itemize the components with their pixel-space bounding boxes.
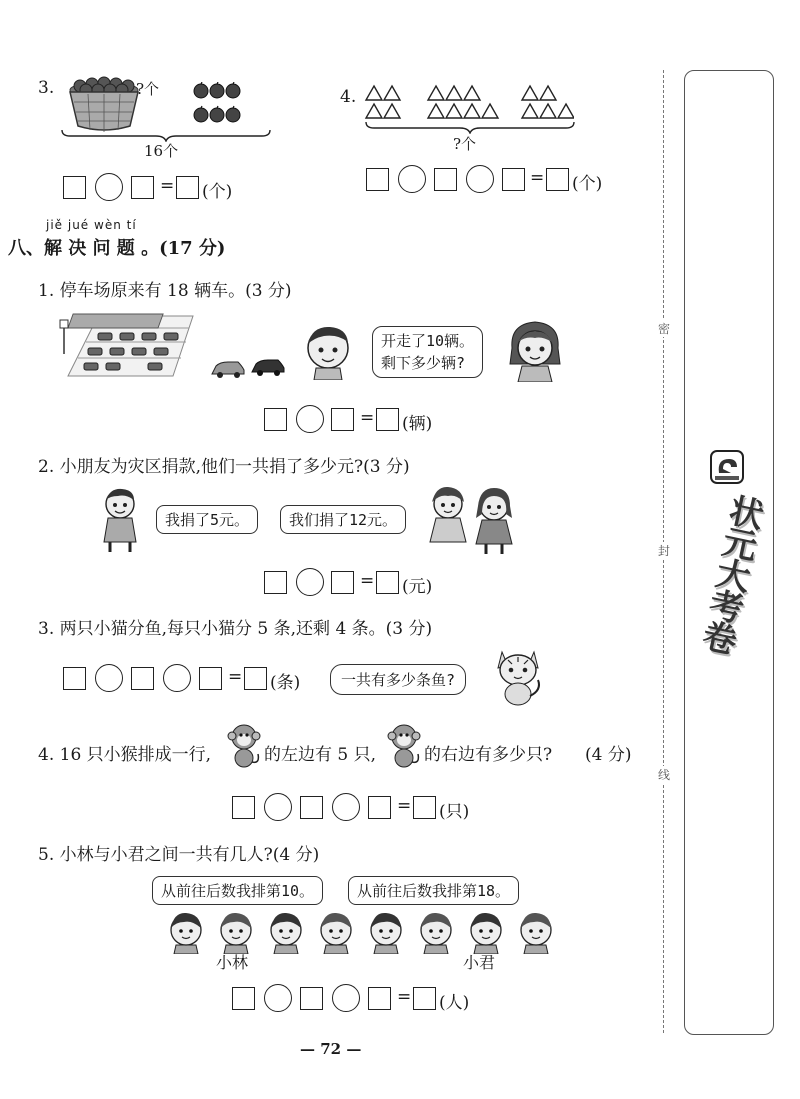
answer-box[interactable]	[331, 408, 354, 431]
brand-title: 状元大考卷	[693, 490, 767, 656]
answer-box[interactable]	[232, 796, 255, 819]
answer-box[interactable]	[331, 571, 354, 594]
margin-label-top: 密	[658, 322, 671, 336]
children-heads-svg	[164, 910, 554, 954]
child-head-icon	[521, 913, 551, 954]
child-head-icon	[471, 913, 501, 954]
q3-number: 3.	[38, 78, 55, 98]
child-head-icon	[321, 913, 351, 954]
equals-sign: =	[360, 571, 375, 591]
answer-box[interactable]	[368, 987, 391, 1010]
operator-circle[interactable]	[332, 793, 360, 821]
equals-sign: =	[160, 176, 175, 196]
child-head-icon	[171, 913, 201, 954]
answer-box[interactable]	[63, 176, 86, 199]
answer-box[interactable]	[300, 987, 323, 1010]
page-number: — 72 —	[300, 1040, 362, 1058]
answer-box[interactable]	[376, 408, 399, 431]
operator-circle[interactable]	[398, 165, 426, 193]
child-head-icon	[371, 913, 401, 954]
child-head-icon	[221, 913, 251, 954]
answer-box[interactable]	[264, 408, 287, 431]
problem-2-unit-label: (元)	[402, 577, 433, 597]
problem-1-text: 1. 停车场原来有 18 辆车。(3 分)	[38, 281, 292, 301]
q3-question-mark-label: ?个	[136, 80, 160, 98]
equals-sign: =	[397, 796, 412, 816]
apple-group-image	[192, 82, 242, 126]
bubble-line: 开走了10辆。	[381, 332, 475, 350]
children-row-image	[164, 910, 554, 954]
kitten-image	[492, 646, 544, 706]
operator-circle[interactable]	[296, 568, 324, 596]
section-pinyin: jiě jué wèn tí	[46, 218, 137, 232]
answer-box[interactable]	[546, 168, 569, 191]
parking-lot-image	[58, 306, 198, 384]
problem-2-text: 2. 小朋友为灾区捐款,他们一共捐了多少元?(3 分)	[38, 457, 410, 477]
section-title: 八、解 决 问 题 。(17 分)	[8, 238, 226, 259]
two-girls-image	[424, 484, 520, 554]
girl-character-image	[506, 318, 564, 382]
child-head-icon	[271, 913, 301, 954]
q3-total-label: 16个	[144, 142, 179, 160]
problem-4-unit-label: (只)	[439, 802, 470, 822]
answer-box[interactable]	[413, 796, 436, 819]
boy-donor-image	[96, 486, 146, 552]
operator-circle[interactable]	[264, 984, 292, 1012]
monkey-icon	[226, 722, 262, 770]
answer-box[interactable]	[131, 667, 154, 690]
operator-circle[interactable]	[264, 793, 292, 821]
answer-box[interactable]	[264, 571, 287, 594]
problem-3-unit-label: (条)	[270, 673, 301, 693]
apple-basket-image	[64, 76, 144, 134]
operator-circle[interactable]	[332, 984, 360, 1012]
boy-character-image	[302, 322, 354, 380]
answer-box[interactable]	[368, 796, 391, 819]
answer-box[interactable]	[199, 667, 222, 690]
triangle-groups-image	[364, 84, 574, 124]
problem-5-right-bubble: 从前往后数我排第18。	[348, 876, 519, 905]
driving-cars-image	[210, 356, 286, 380]
child-head-icon	[421, 913, 451, 954]
brand-title-wrap	[684, 490, 774, 687]
problem-4-text-b: 的左边有 5 只,	[264, 745, 377, 765]
problem-2-left-bubble: 我捐了5元。	[156, 505, 258, 534]
equals-sign: =	[360, 408, 375, 428]
problem-1-speech-bubble	[372, 326, 483, 378]
operator-circle[interactable]	[95, 173, 123, 201]
operator-circle[interactable]	[163, 664, 191, 692]
answer-box[interactable]	[176, 176, 199, 199]
operator-circle[interactable]	[296, 405, 324, 433]
operator-circle[interactable]	[95, 664, 123, 692]
equals-sign: =	[228, 667, 243, 687]
problem-4-text-c: 的右边有多少只?	[424, 745, 553, 765]
answer-box[interactable]	[244, 667, 267, 690]
answer-box[interactable]	[376, 571, 399, 594]
problem-5-text: 5. 小林与小君之间一共有几人?(4 分)	[38, 845, 320, 865]
brand-logo-icon	[709, 449, 745, 485]
answer-box[interactable]	[366, 168, 389, 191]
answer-box[interactable]	[300, 796, 323, 819]
q3-unit-label: (个)	[202, 182, 233, 202]
problem-3-speech-bubble: 一共有多少条鱼?	[330, 664, 466, 695]
problem-1-unit-label: (辆)	[402, 414, 433, 434]
name-xiaolin: 小林	[216, 953, 249, 972]
name-xiaojun: 小君	[463, 953, 496, 972]
operator-circle[interactable]	[466, 165, 494, 193]
answer-box[interactable]	[434, 168, 457, 191]
answer-box[interactable]	[232, 987, 255, 1010]
side-brand-panel	[684, 70, 774, 1035]
answer-box[interactable]	[63, 667, 86, 690]
problem-5-left-bubble: 从前往后数我排第10。	[152, 876, 323, 905]
equals-sign: =	[530, 168, 545, 188]
margin-label-bottom: 线	[658, 768, 671, 782]
monkey-icon	[386, 722, 422, 770]
q4-unit-label: (个)	[572, 174, 603, 194]
margin-label-middle: 封	[658, 544, 671, 558]
q4-question-label: ?个	[453, 135, 477, 153]
equals-sign: =	[397, 987, 412, 1007]
answer-box[interactable]	[413, 987, 436, 1010]
bubble-line: 剩下多少辆?	[381, 354, 466, 372]
problem-2-right-bubble: 我们捐了12元。	[280, 505, 406, 534]
problem-3-text: 3. 两只小猫分鱼,每只小猫分 5 条,还剩 4 条。(3 分)	[38, 619, 433, 639]
problem-4-score: (4 分)	[585, 745, 632, 765]
problem-5-unit-label: (人)	[439, 993, 470, 1013]
answer-box[interactable]	[131, 176, 154, 199]
answer-box[interactable]	[502, 168, 525, 191]
q4-number: 4.	[340, 87, 357, 107]
q4-total-brace	[364, 120, 576, 134]
problem-4-text-a: 4. 16 只小猴排成一行,	[38, 745, 212, 765]
